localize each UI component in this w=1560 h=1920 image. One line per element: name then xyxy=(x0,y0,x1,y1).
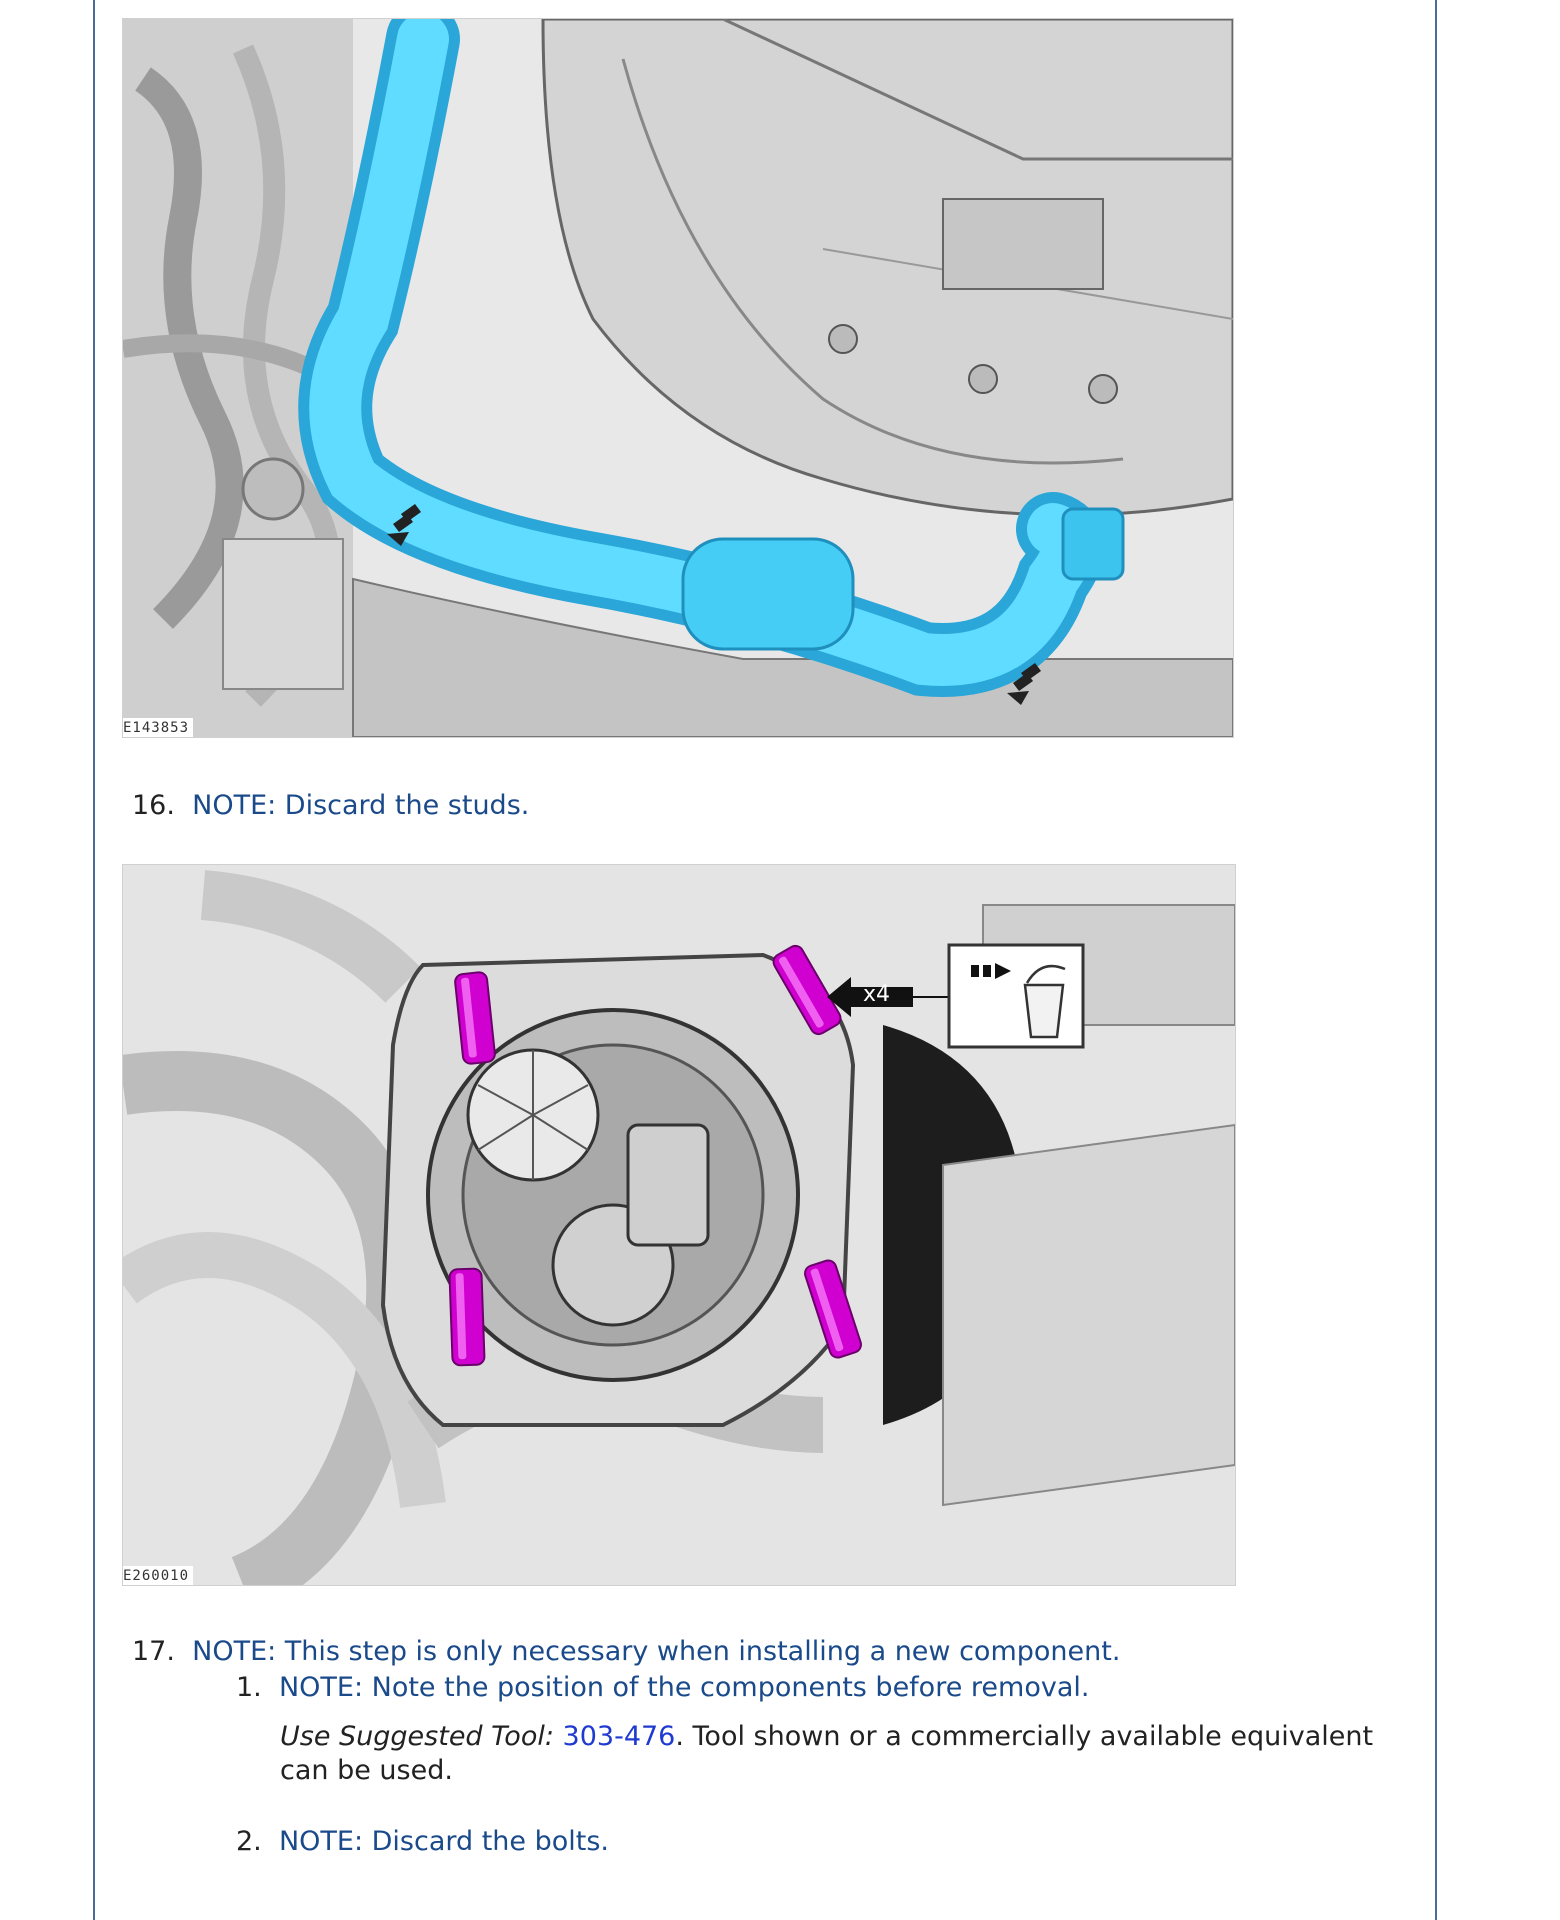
figure-label: E260010 xyxy=(123,1566,193,1585)
substep-1 xyxy=(236,1672,1089,1704)
exhaust-illustration xyxy=(123,19,1233,737)
step-17-note-link[interactable]: NOTE: This step is only necessary when installing a new component. xyxy=(192,1636,1121,1667)
right-border xyxy=(1435,0,1437,1920)
step-number: 16. xyxy=(132,790,175,821)
figure-label: E143853 xyxy=(123,718,193,737)
suggested-tool-prefix: Use Suggested Tool: xyxy=(280,1721,554,1752)
step-number: 17. xyxy=(132,1636,175,1667)
substep-number: 1. xyxy=(236,1672,262,1703)
substep-1-note-link[interactable]: NOTE: Note the position of the components before removal. xyxy=(278,1672,1090,1703)
substep-2 xyxy=(236,1826,609,1858)
substep-2-note-link[interactable]: NOTE: Discard the bolts. xyxy=(278,1826,610,1857)
figure-turbo-studs xyxy=(122,864,1236,1586)
quantity-callout: x4 xyxy=(863,982,891,1007)
step-16 xyxy=(132,790,529,822)
tool-303-476-link[interactable]: 303-476 xyxy=(562,1721,676,1752)
suggested-tool-paragraph xyxy=(280,1720,1420,1788)
step-16-note-link[interactable]: NOTE: Discard the studs. xyxy=(192,790,530,821)
step-17 xyxy=(132,1636,1120,1668)
turbo-illustration xyxy=(123,865,1235,1585)
figure-exhaust-pipe xyxy=(122,18,1234,738)
left-border xyxy=(93,0,95,1920)
substep-number: 2. xyxy=(236,1826,262,1857)
suggested-tool-suffix: . Tool shown or a commercially available equivalent can be used. xyxy=(280,1721,1374,1786)
